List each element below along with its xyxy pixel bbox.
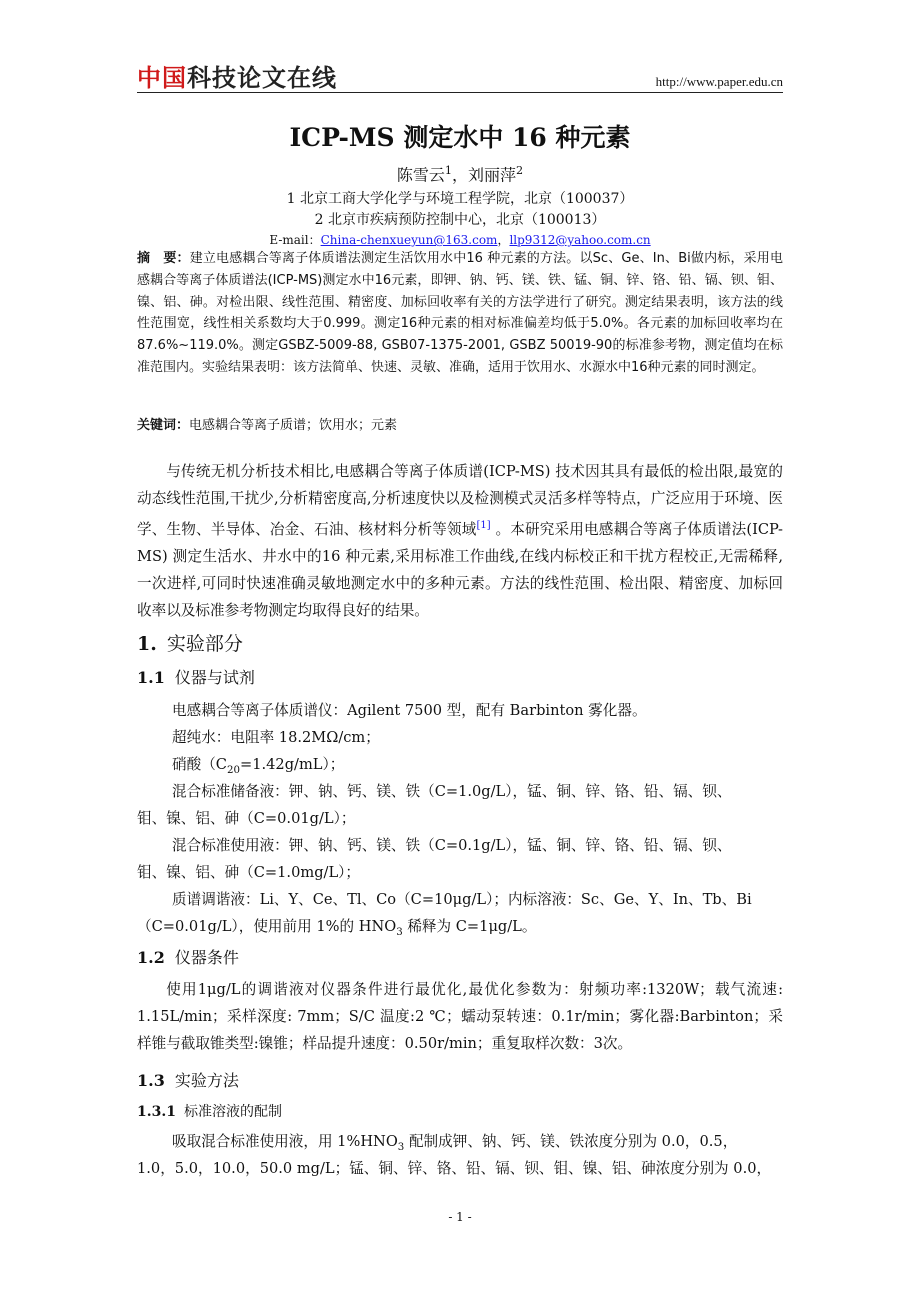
- intro-paragraph: [137, 458, 783, 624]
- keywords-text: 电感耦合等离子质谱；饮用水；元素: [189, 418, 398, 433]
- abstract-label: 摘 要：: [137, 251, 190, 266]
- text-line: 混合标准储备液：钾、钠、钙、镁、铁（C=1.0g/L），锰、铜、锌、铬、铅、镉、钡、: [172, 783, 732, 800]
- subscript: 20: [226, 764, 240, 776]
- text-fragment: 硝酸（C: [172, 756, 227, 773]
- section-title: 标准溶液的配制: [183, 1104, 282, 1120]
- author-1-affil: 1: [444, 164, 452, 177]
- email-line: [137, 232, 783, 248]
- text-line: 质谱调谐液：Li、Y、Ce、Tl、Co（C=10μg/L）；内标溶液：Sc、Ge、Y、In、Tb、Bi: [172, 891, 752, 908]
- text-fragment: 配制成钾、钠、钙、镁、铁浓度分别为 0.0，0.5，: [404, 1133, 738, 1150]
- body-paragraph: 使用1μg/L的调谐液对仪器条件进行最优化,最优化参数为：射频功率:1320W；载气流速: 1.15L/min；采样深度: 7mm；S/C 温度:2 ℃；蠕动泵转速：0.1r/min；雾化器:Barbinton；采样锥与截取锥类型:镍锥；样品提升速度：0.50r/min；重复取样次数：3次。: [137, 981, 783, 1052]
- section-title: 实验部分: [166, 633, 243, 655]
- header-rule: [137, 92, 783, 93]
- text-fragment: 吸取混合标准使用液，用 1%HNO: [172, 1133, 398, 1150]
- section-heading-1-3: [137, 1070, 239, 1092]
- text-line: 超纯水：电阻率 18.2MΩ/cm；: [172, 729, 380, 746]
- section-heading-1: [137, 631, 243, 657]
- citation-link[interactable]: [1]: [476, 520, 491, 531]
- text-fragment: （C=0.01g/L），使用前用 1%的 HNO: [137, 918, 397, 935]
- text-line: 钼、镍、铝、砷（C=1.0mg/L）；: [137, 864, 361, 881]
- author-1: 陈雪云: [396, 165, 445, 185]
- intro-text-2: 。本研究采用电感耦合等离子体质谱法(ICP-MS) 测定生活水、井水中的16 种元素,采用标准工作曲线,在线内标校正和干扰方程校正,无需稀释,一次进样,可同时快速准确灵敏地测定水中的多种元素。方法的线性范围、检出限、精密度、加标回收率以及标准参考物测定均取得良好的结果。: [137, 520, 783, 619]
- section-title: 仪器与试剂: [174, 668, 255, 687]
- keywords-label: 关键词：: [137, 418, 190, 433]
- paper-title: ICP-MS 测定水中 16 种元素: [289, 123, 631, 152]
- text-line: 1.0，5.0，10.0，50.0 mg/L；锰、铜、锌、铬、铅、镉、钡、钼、镍、铝、砷浓度分别为 0.0，: [137, 1160, 772, 1177]
- section-number: 1.3: [137, 1071, 165, 1090]
- site-logo[interactable]: [137, 63, 337, 93]
- author-separator: ，: [451, 165, 468, 185]
- author-line: [137, 160, 783, 186]
- email-label: E-mail：: [269, 233, 321, 247]
- email-link-2[interactable]: llp9312@yahoo.com.cn: [509, 233, 651, 247]
- text-line: [137, 913, 783, 946]
- text-fragment: =1.42g/mL）；: [239, 756, 345, 773]
- page-number: - 1 -: [448, 1210, 472, 1224]
- intro-text-1: 与传统无机分析技术相比,电感耦合等离子体质谱(ICP-MS) 技术因其具有最低的检出限,最宽的动态线性范围,干扰少,分析精密度高,分析速度快以及检测模式灵活多样等特点，广泛应用于环境、医学、生物、半导体、冶金、石油、核材料分析等领域: [137, 463, 783, 538]
- text-fragment: 稀释为 C=1μg/L。: [402, 918, 537, 935]
- section-number: 1.1: [137, 668, 165, 687]
- logo-red-text: 中国: [137, 64, 187, 92]
- header-url[interactable]: http://www.paper.edu.cn: [655, 74, 783, 89]
- affiliation-1: 1 北京工商大学化学与环境工程学院，北京（100037）: [286, 191, 634, 207]
- subscript: 3: [397, 1141, 405, 1153]
- section-number: 1.: [137, 633, 157, 655]
- text-line: 电感耦合等离子体质谱仪：Agilent 7500 型，配有 Barbinton 雾化器。: [172, 702, 647, 719]
- affiliation-2: 2 北京市疾病预防控制中心，北京（100013）: [314, 212, 606, 228]
- email-link-1[interactable]: China-chenxueyun@163.com: [320, 233, 498, 247]
- section-heading-1-1: [137, 667, 255, 689]
- abstract: [137, 248, 783, 379]
- section-number: 1.3.1: [137, 1104, 176, 1120]
- text-line: 混合标准使用液：钾、钠、钙、镁、铁（C=0.1g/L），锰、铜、锌、铬、铅、镉、钡、: [172, 837, 732, 854]
- logo-dark-text: 科技论文在线: [187, 64, 337, 92]
- keywords: [137, 416, 783, 436]
- subscript: 3: [396, 926, 403, 938]
- abstract-text: 建立电感耦合等离子体质谱法测定生活饮用水中16 种元素的方法。以Sc、Ge、In、Bi做内标，采用电感耦合等离子体质谱法(ICP-MS)测定水中16元素，即钾、钠、钙、镁、铁、锰、铜、锌、铬、铅、镉、钡、钼、镍、铝、砷。对检出限、线性范围、精密度、加标回收率有关的方法学进行了研究。测定结果表明，该方法的线性范围宽，线性相关系数均大于0.999。测定16种元素的相对标准偏差均低于5.0%。各元素的加标回收率均在87.6%~119.0%。测定GSBZ-5009-88, GSB07-1375-2001, GSBZ 50019-90的标准参考物，测定值均在标准范围内。实验结果表明：该方法简单、快速、灵敏、准确，适用于饮用水、水源水中16种元素的同时测定。: [137, 251, 783, 375]
- text-line: 钼、镍、铝、砷（C=0.01g/L）；: [137, 810, 356, 827]
- email-separator: ，: [497, 233, 510, 247]
- section-title: 仪器条件: [174, 948, 239, 967]
- author-2-affil: 2: [516, 164, 524, 177]
- section-number: 1.2: [137, 948, 165, 967]
- section-heading-1-3-1: [137, 1102, 282, 1122]
- section-heading-1-2: [137, 947, 239, 969]
- author-2: 刘丽萍: [468, 165, 517, 185]
- section-title: 实验方法: [174, 1071, 239, 1090]
